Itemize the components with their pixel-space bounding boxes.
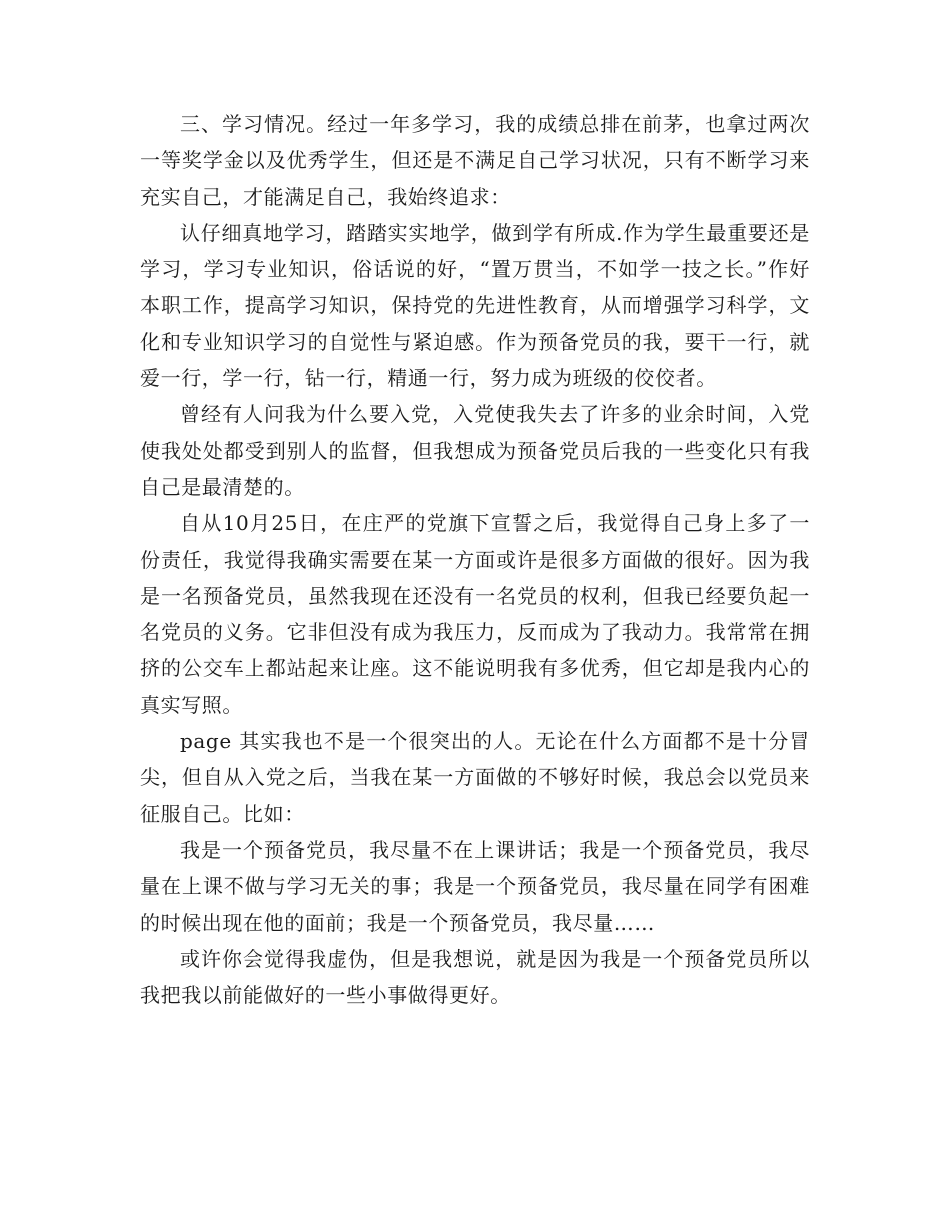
- paragraph-serious-study: 认仔细真地学习，踏踏实实地学，做到学有所成.作为学生最重要还是学习，学习专业知识，俗话说的好，“置万贯当，不如学一技之长。”作好本职工作，提高学习知识，保持党的先进性教育，从而增强学习科学，文化和专业知识学习的自觉性与紧迫感。作为预备党员的我，要干一行，就爱一行，学一行，钻一行，精通一行，努力成为班级的佼佼者。: [140, 220, 810, 391]
- paragraph-probationary-member: 我是一个预备党员，我尽量不在上课讲话；我是一个预备党员，我尽量在上课不做与学习无关的事；我是一个预备党员，我尽量在同学有困难的时候出现在他的面前；我是一个预备党员，我尽量……: [140, 837, 810, 935]
- paragraph-not-outstanding: page 其实我也不是一个很突出的人。无论在什么方面都不是十分冒尖，但自从入党之后，当我在某一方面做的不够好时候，我总会以党员来征服自己。比如：: [140, 729, 810, 826]
- paragraph-conclusion: 或许你会觉得我虚伪，但是我想说，就是因为我是一个预备党员所以我把我以前能做好的一些小事做得更好。: [140, 946, 810, 1008]
- paragraph-oath-responsibility: 自从10月25日，在庄严的党旗下宣誓之后，我觉得自己身上多了一份责任，我觉得我确实需要在某一方面或许是很多方面做的很好。因为我是一名预备党员，虽然我现在还没有一名党员的权利，但我已经要负起一名党员的义务。它非但没有成为我压力，反而成为了我动力。我常常在拥挤的公交车上都站起来让座。这不能说明我有多优秀，但它却是我内心的真实写照。: [140, 511, 810, 717]
- paragraph-why-join-party: 曾经有人问我为什么要入党，入党使我失去了许多的业余时间，入党使我处处都受到别人的监督，但我想成为预备党员后我的一些变化只有我自己是最清楚的。: [140, 402, 810, 499]
- paragraph-study-situation: 三、学习情况。经过一年多学习，我的成绩总排在前茅，也拿过两次一等奖学金以及优秀学生，但还是不满足自己学习状况，只有不断学习来充实自己，才能满足自己，我始终追求：: [140, 112, 810, 209]
- document-body: [140, 106, 810, 1013]
